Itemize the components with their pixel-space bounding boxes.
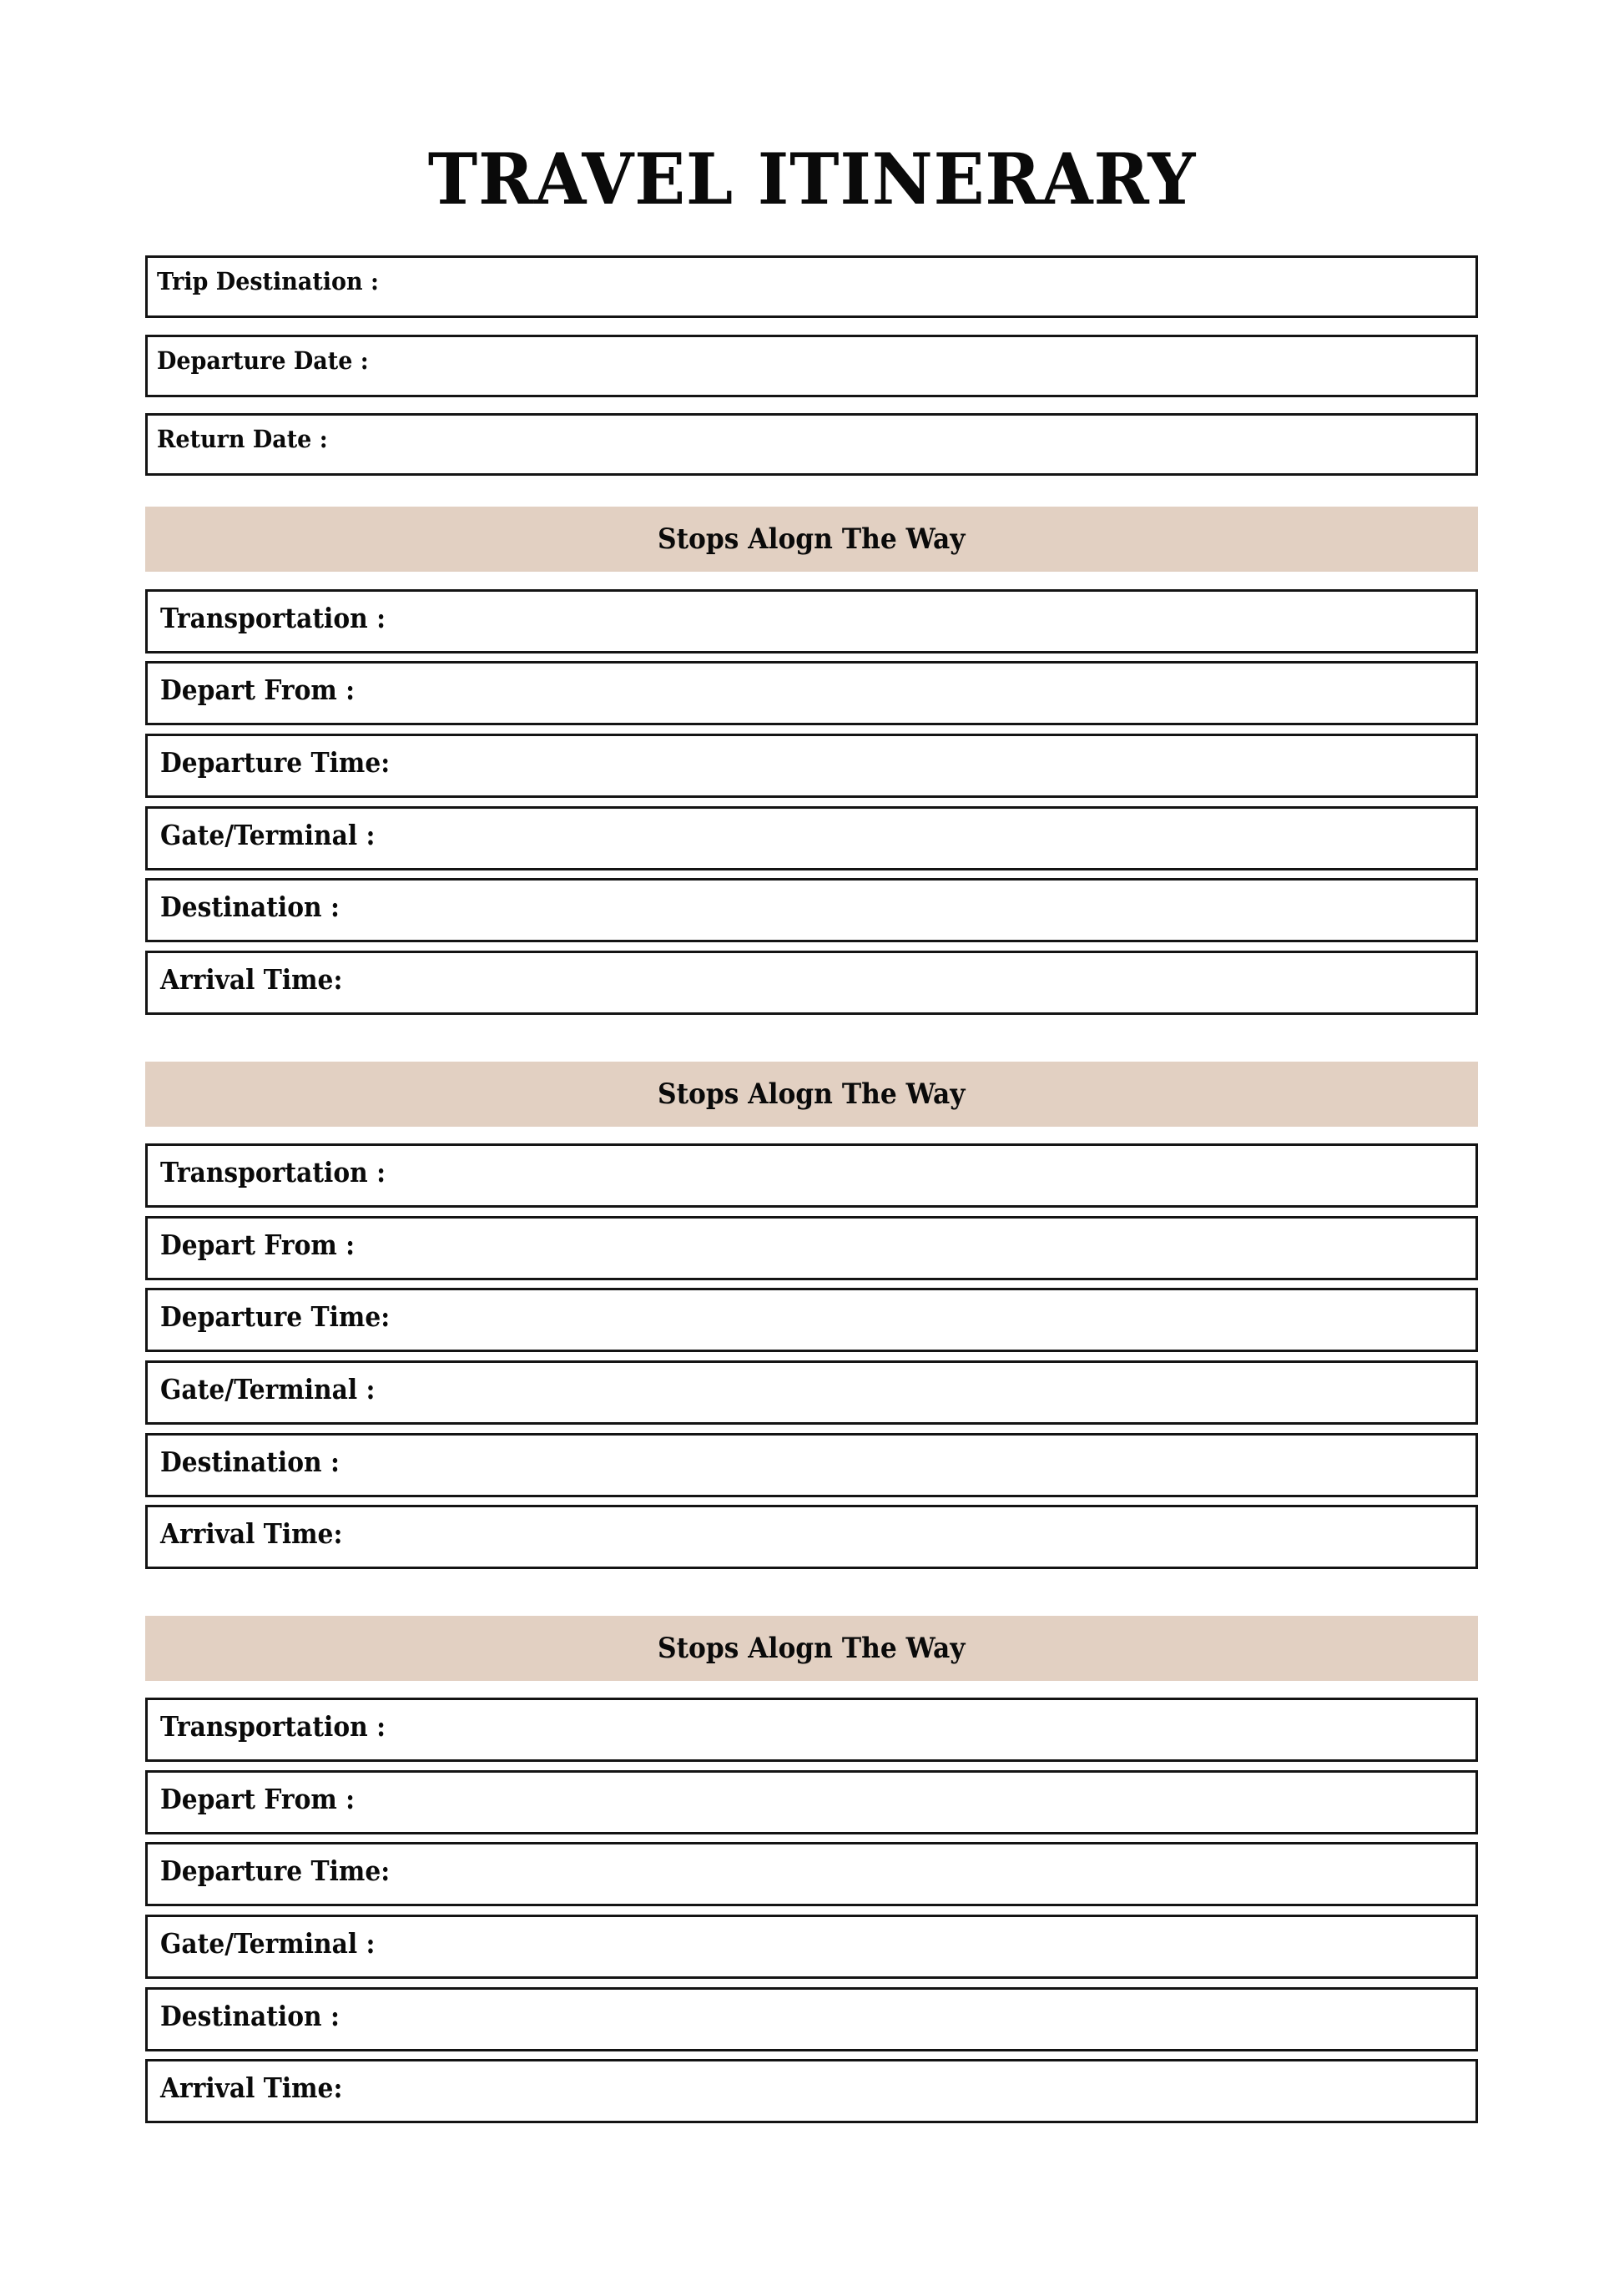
stops-section-2-header: [145, 1062, 1478, 1127]
arrival-time-input[interactable]: [415, 2061, 1475, 2121]
depart-from-label: Depart From :: [160, 1783, 356, 1815]
transportation-label: Transportation :: [160, 1156, 386, 1188]
departure-time-input[interactable]: [415, 736, 1475, 795]
departure-time-field[interactable]: [145, 1288, 1478, 1352]
departure-date-field[interactable]: [145, 335, 1478, 397]
transportation-label: Transportation :: [160, 1710, 386, 1743]
destination-label: Destination :: [160, 1446, 340, 1478]
gate-terminal-input[interactable]: [415, 1917, 1475, 1976]
arrival-time-label: Arrival Time:: [160, 2071, 343, 2104]
transportation-input[interactable]: [415, 1700, 1475, 1759]
section-heading: Stops Alogn The Way: [658, 1632, 966, 1665]
arrival-time-field[interactable]: [145, 2059, 1478, 2123]
destination-field[interactable]: [145, 1987, 1478, 2051]
transportation-field[interactable]: [145, 1143, 1478, 1208]
depart-from-input[interactable]: [415, 664, 1475, 723]
gate-terminal-field[interactable]: [145, 806, 1478, 870]
depart-from-field[interactable]: [145, 661, 1478, 725]
arrival-time-label: Arrival Time:: [160, 963, 343, 996]
arrival-time-field[interactable]: [145, 1505, 1478, 1569]
stops-section-1-header: [145, 507, 1478, 572]
return-date-input[interactable]: [415, 416, 1475, 473]
destination-input[interactable]: [415, 1990, 1475, 2049]
section-heading: Stops Alogn The Way: [658, 522, 966, 556]
destination-label: Destination :: [160, 891, 340, 923]
transportation-input[interactable]: [415, 592, 1475, 651]
return-date-label: Return Date :: [157, 425, 328, 453]
departure-time-field[interactable]: [145, 1842, 1478, 1906]
departure-time-label: Departure Time:: [160, 1854, 391, 1887]
departure-time-label: Departure Time:: [160, 1300, 391, 1333]
departure-time-input[interactable]: [415, 1290, 1475, 1350]
depart-from-field[interactable]: [145, 1216, 1478, 1280]
destination-label: Destination :: [160, 2000, 340, 2032]
stops-section-3-header: [145, 1616, 1478, 1681]
arrival-time-input[interactable]: [415, 953, 1475, 1012]
depart-from-input[interactable]: [415, 1219, 1475, 1278]
transportation-field[interactable]: [145, 589, 1478, 653]
depart-from-label: Depart From :: [160, 1229, 356, 1261]
gate-terminal-label: Gate/Terminal :: [160, 819, 376, 851]
transportation-label: Transportation :: [160, 602, 386, 634]
departure-date-input[interactable]: [415, 337, 1475, 395]
destination-input[interactable]: [415, 881, 1475, 940]
arrival-time-input[interactable]: [415, 1507, 1475, 1567]
departure-time-input[interactable]: [415, 1844, 1475, 1904]
trip-destination-field[interactable]: [145, 255, 1478, 318]
arrival-time-field[interactable]: [145, 951, 1478, 1015]
depart-from-input[interactable]: [415, 1773, 1475, 1832]
transportation-field[interactable]: [145, 1698, 1478, 1762]
gate-terminal-label: Gate/Terminal :: [160, 1373, 376, 1405]
depart-from-label: Depart From :: [160, 674, 356, 706]
gate-terminal-field[interactable]: [145, 1915, 1478, 1979]
section-heading: Stops Alogn The Way: [658, 1077, 966, 1111]
gate-terminal-input[interactable]: [415, 809, 1475, 868]
gate-terminal-input[interactable]: [415, 1363, 1475, 1422]
destination-field[interactable]: [145, 878, 1478, 942]
page-title: TRAVEL ITINERARY: [427, 138, 1197, 220]
gate-terminal-label: Gate/Terminal :: [160, 1927, 376, 1960]
trip-destination-input[interactable]: [415, 258, 1475, 315]
destination-input[interactable]: [415, 1436, 1475, 1495]
departure-time-field[interactable]: [145, 734, 1478, 798]
departure-date-label: Departure Date :: [157, 346, 369, 375]
depart-from-field[interactable]: [145, 1770, 1478, 1834]
departure-time-label: Departure Time:: [160, 746, 391, 779]
destination-field[interactable]: [145, 1433, 1478, 1497]
trip-destination-label: Trip Destination :: [157, 267, 379, 295]
return-date-field[interactable]: [145, 413, 1478, 476]
gate-terminal-field[interactable]: [145, 1360, 1478, 1425]
arrival-time-label: Arrival Time:: [160, 1517, 343, 1550]
transportation-input[interactable]: [415, 1146, 1475, 1205]
